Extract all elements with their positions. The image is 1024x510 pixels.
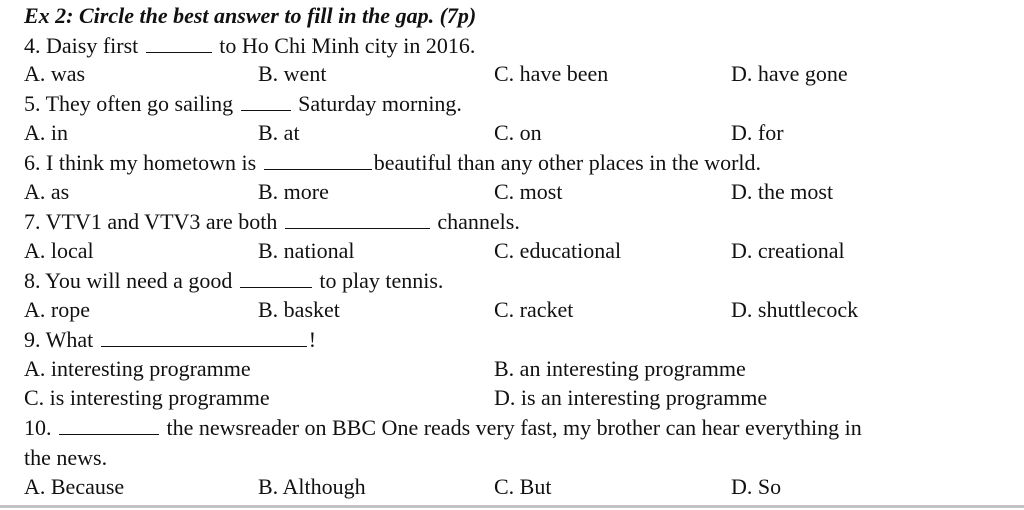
option-c[interactable]: C. But bbox=[494, 474, 552, 499]
question-6: 6. I think my hometown is beautiful than any other places in the world. bbox=[24, 150, 762, 175]
question-8: 8. You will need a good to play tennis. bbox=[24, 268, 444, 293]
option-a[interactable]: A. interesting programme bbox=[24, 356, 251, 381]
option-a[interactable]: A. Because bbox=[24, 474, 125, 499]
cropped-next-line bbox=[0, 505, 1024, 508]
answer-gap[interactable] bbox=[264, 151, 372, 170]
option-a[interactable]: A. was bbox=[24, 61, 86, 86]
exercise-title: Ex 2: Circle the best answer to fill in the gap. (7p) bbox=[24, 3, 477, 28]
option-b[interactable]: B. an interesting programme bbox=[494, 356, 746, 381]
option-d[interactable]: D. have gone bbox=[731, 61, 848, 86]
question-4: 4. Daisy first to Ho Chi Minh city in 2016. bbox=[24, 33, 476, 58]
option-c[interactable]: C. have been bbox=[494, 61, 609, 86]
option-b[interactable]: B. Although bbox=[258, 474, 366, 499]
option-d[interactable]: D. for bbox=[731, 120, 784, 145]
option-b[interactable]: B. at bbox=[258, 120, 300, 145]
option-c[interactable]: C. on bbox=[494, 120, 542, 145]
answer-gap[interactable] bbox=[101, 328, 307, 347]
option-b[interactable]: B. more bbox=[258, 179, 329, 204]
answer-gap[interactable] bbox=[241, 92, 291, 111]
answer-gap[interactable] bbox=[285, 210, 430, 229]
option-a[interactable]: A. in bbox=[24, 120, 68, 145]
option-b[interactable]: B. went bbox=[258, 61, 327, 86]
question-10: 10. the newsreader on BBC One reads very fast, my brother can hear everything in bbox=[24, 415, 862, 440]
option-d[interactable]: D. the most bbox=[731, 179, 834, 204]
option-a[interactable]: A. local bbox=[24, 238, 94, 263]
question-10-continued: the news. bbox=[24, 445, 108, 470]
answer-gap[interactable] bbox=[146, 34, 212, 53]
question-9: 9. What ! bbox=[24, 327, 317, 352]
question-5: 5. They often go sailing Saturday morning. bbox=[24, 91, 462, 116]
option-c[interactable]: C. educational bbox=[494, 238, 622, 263]
option-c[interactable]: C. most bbox=[494, 179, 563, 204]
option-c[interactable]: C. racket bbox=[494, 297, 574, 322]
question-7: 7. VTV1 and VTV3 are both channels. bbox=[24, 209, 520, 234]
answer-gap[interactable] bbox=[240, 269, 312, 288]
option-d[interactable]: D. shuttlecock bbox=[731, 297, 859, 322]
option-d[interactable]: D. is an interesting programme bbox=[494, 385, 768, 410]
option-a[interactable]: A. rope bbox=[24, 297, 90, 322]
answer-gap[interactable] bbox=[59, 416, 159, 435]
option-b[interactable]: B. basket bbox=[258, 297, 340, 322]
option-c[interactable]: C. is interesting programme bbox=[24, 385, 270, 410]
option-b[interactable]: B. national bbox=[258, 238, 355, 263]
option-d[interactable]: D. creational bbox=[731, 238, 845, 263]
option-a[interactable]: A. as bbox=[24, 179, 70, 204]
option-d[interactable]: D. So bbox=[731, 474, 782, 499]
